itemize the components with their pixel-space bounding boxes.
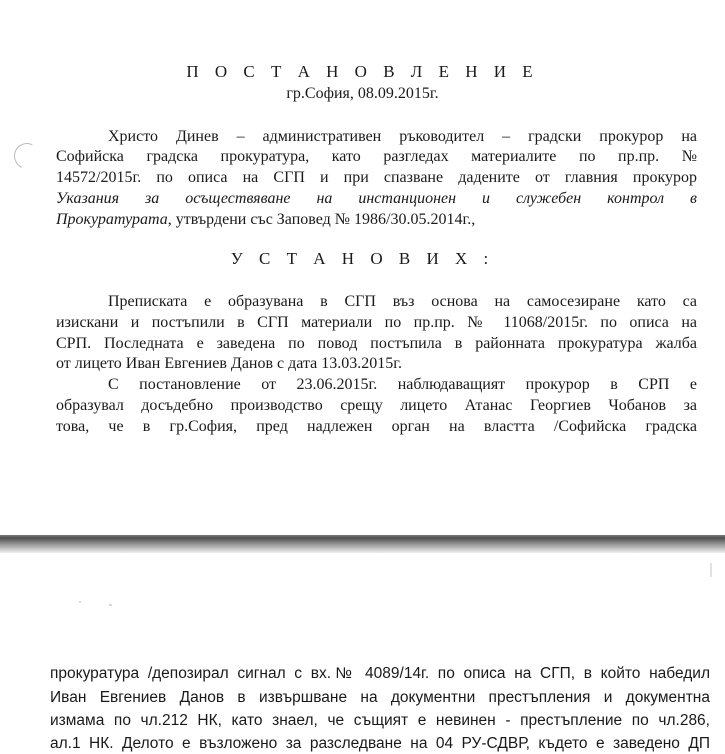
- paragraph2-line-2: образувал досъдебно производство срещу лицето Атанас Георгиев Чобанов за: [56, 397, 697, 414]
- paragraph1-line-4: от лицето Иван Евгениев Данов с дата 13.03.2015г.: [56, 355, 403, 372]
- intro-line-3: 14572/2015г. по описа на СГП и при спазване дадените от главния прокурор: [56, 169, 697, 186]
- paragraph1-line-3: СРП. Последната е заведена по повод постъпила в районната прокуратура жалба: [56, 335, 697, 352]
- document-title: П О С Т А Н О В Л Е Н И Е: [186, 62, 539, 81]
- paragraph1-line-2: изискани и постъпили в СГП материали по пр.пр. № 11068/2015г. по описа на: [56, 314, 697, 331]
- paragraph2-line-1: С постановление от 23.06.2015г. наблюдаващият прокурор в СРП е: [108, 376, 697, 393]
- page2-line-1: прокуратура /депозирал сигнал с вх.№ 4089/14г. по описа на СГП, в който набедил: [50, 665, 710, 682]
- page2-line-4: ал.1 НК. Делото е възложено за разследване на 04 РУ-СДВР, където е заведено ДП: [50, 735, 710, 752]
- page-separator: [0, 535, 725, 553]
- paragraph1-line-1: Преписката е образувана в СГП въз основа на самосезиране като са: [108, 293, 697, 310]
- document-page-2: [0, 553, 725, 754]
- place-and-date: гр.София, 08.09.2015г.: [286, 85, 439, 102]
- page2-line-2: Иван Евгениев Данов в извършване на документни престъпления и документна: [50, 689, 710, 706]
- intro-line-5: [56, 210, 475, 230]
- scan-speck: [79, 601, 81, 603]
- scan-speck: [109, 604, 112, 606]
- section-heading: У С Т А Н О В И Х :: [230, 249, 495, 268]
- page2-line-3: измама по чл.212 НК, като знаел, че същият е невинен - престъпление по чл.286,: [50, 712, 710, 729]
- intro-line-2: Софийска градска прокуратура, като разгледах материалите по пр.пр. №: [56, 148, 697, 165]
- intro-italic-part: Прокуратурата: [56, 211, 168, 228]
- intro-line-1: Христо Динев – административен ръководител – градски прокурор на: [108, 128, 697, 145]
- scan-speck: [710, 563, 712, 577]
- paragraph2-line-3: това, че в гр.София, пред надлежен орган на властта /Софийска градска: [56, 418, 697, 435]
- intro-line-4: Указания за осъществяване на инстанционен и служебен контрол в: [56, 190, 697, 207]
- punch-hole-mark: [10, 139, 43, 172]
- intro-line-5-rest: , утвърдени със Заповед № 1986/30.05.2014г.,: [167, 211, 476, 228]
